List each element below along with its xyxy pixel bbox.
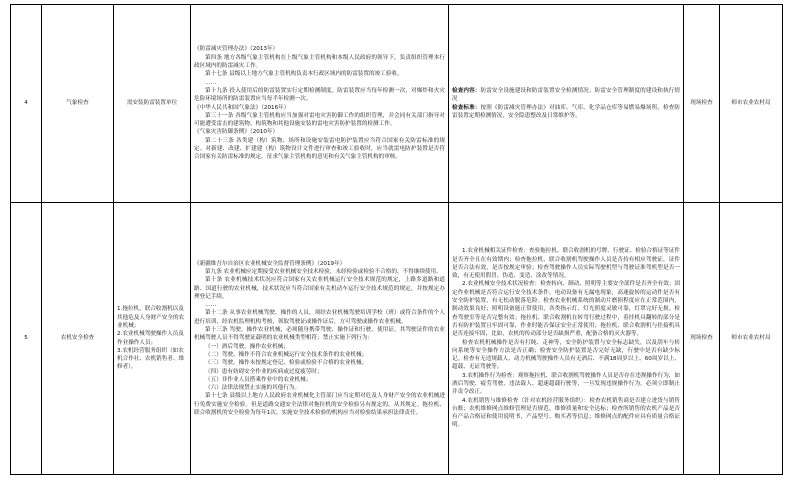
inspection-table	[10, 4, 783, 475]
content-item: 2.农业机械安全技术状况检查：检查转向、制动、照明等主要安全部件是否齐全有效；固定作业机械是否符合运行安全技术条件，电动设备有无漏电现象，高速旋转的运动件是否有安全防护装置，有无松动脱落危险。检查农业机械系统的制动片磨损程度应在正常范围内，制动效果良好；照明设备能正常使用，各类指示灯、灯光照度灵敏可靠，灯罩完好无损。检查驾驶室等是否完整有效；拖拉机、联合收割机在转弯行驶过程中，着挂机具翻转的部分是否有防护装置且牢固可靠，作业时能否保证安全正常使用；拖拉机、联合收割机与挂接机具是否连接牢固，比如，农机的传动部分是否缺损严重，配备合格的灭火器等。	[452, 281, 680, 338]
basis-line: 第十七条 县级以上地方气象主管机构负责本行政区域内的防雷装置的竣工验收。	[205, 71, 403, 78]
basis-line: （三）驾驶、操作未按规定登记、检验或检验不合格的农业机械；	[205, 360, 368, 367]
inspection-object: 需安装防雷装置单位	[114, 5, 191, 203]
content-text: 防雷安全设施建设和防雷装置安全检测情况；防雷安全管理制度的建设和执行情况	[452, 87, 680, 103]
object-item: 1.拖拉机、联合收割机以及其他危及人身财产安全的农业机械；	[117, 306, 185, 329]
basis-line: ……	[205, 302, 217, 309]
content-item: 4.农机销售与维修检查（针对农机经营服务组织）：检查农机销售商是否建立进货与销售台账；农机维修网点维修管理是否规范，维修质量和安全达标；检查所销售的农机产品是否有产品合格证和使用说明书，产品型号、购买者等信息；维修网点的配件应具有质量合格证明。	[452, 397, 680, 429]
basis-line: 《气象灾害防御条例》（2010年）	[194, 129, 279, 136]
inspection-name: 农机安全检查	[42, 203, 114, 475]
basis-line: （四）患有妨碍安全作业的疾病或过度疲劳时；	[205, 368, 323, 375]
basis-line: 《新疆维吾尔自治区农业机械安全监督管理条例》（2019年）	[194, 260, 346, 267]
row-number: 5	[11, 203, 42, 475]
inspection-method: 现场检查	[684, 5, 720, 203]
basis-line: 第十三条 驾驶、操作农业机械，必须随身携带驾驶、操作证和行驶、使用证。其驾驶证件的农业机械驾驶人员不得驾驶证载明的农业机械类型相符；禁止实施下列行为：	[194, 327, 445, 342]
standard-label: 检查标准：	[452, 104, 481, 111]
basis-line: 第十二条 从事农业机械驾驶、操作的人员，须经农业机械驾驶培训学校（班）或符合条件的个人进行培训，经农机监理机构考核，领取驾驶证或操作证后，方可驾驶或操作农业机械。	[194, 310, 445, 325]
basis-line: 《防雷减灾管理办法》（2013年）	[194, 46, 279, 53]
object-item: 2.农业机械驾驶操作人员及作业操作人员；	[117, 331, 184, 346]
basis-line: 第三十一条 各级气象主管机构应当加强对雷电灾害防御工作的组织管理，并会同有关部门指导对可能遭受雷击的建筑物、构筑物和其他设施安装的雷电灾害防护装置的检测工作。	[194, 112, 445, 128]
responsible-org: 师市农业农村局	[720, 203, 783, 475]
content-item: 1.农业机械相关证件检查：查验拖拉机、联合收割机的号牌、行驶证、检验合格证等证件是否齐全且在有效期内；检查拖拉机、联合收割机驾驶操作人员是否持有相应驾驶证，证件是否合法有效，是否按规定审验；检查驾驶操作人员实际驾驶机型与驾驶证准驾机型是否一致，有无使用假冒、伪造、变造、涂改等情况。	[452, 248, 680, 280]
inspection-content	[449, 5, 684, 203]
content-label: 检查内容：	[452, 87, 481, 94]
legal-basis	[191, 203, 449, 475]
table-row	[11, 5, 783, 203]
responsible-org: 师市农业农村局	[720, 5, 783, 203]
basis-line: 第九条 农业机械应定期接受农业机械安全技术检验，未经检验或检验不合格的，不得继续使用。	[205, 268, 442, 275]
inspection-name: 气象检查	[42, 5, 114, 203]
basis-line: 第十七条 县级以上地方人民政府农业机械化主管部门应当定期对危及人身财产安全的农业机械进行免费实施安全检验。但是道路交通安全法律对拖拉机的安全检验另有规定的，从其规定。拖拉机、联合收割机的安全检验为每年1次。实施安全技术检验的机构应当对检验结果承担法律责任。	[194, 393, 445, 417]
content-item: 3.农机操作行为检查：观察拖拉机、联合收割机驾驶操作人员是否存在违规操作行为，如酒后驾驶、疲劳驾驶、违法载人、超速超载行驶等，一旦发现违规操作行为，必须立即制止并责令改正。	[452, 372, 680, 396]
basis-line: （二）驾驶、操作不符合农业机械运行安全技术条件的农业机械；	[205, 351, 368, 358]
basis-line: （五）非作业人员搭乘作业中的农业机械；	[205, 376, 312, 383]
inspection-method: 现场检查	[684, 203, 720, 475]
basis-line: 第二十三条 各类建（构）筑物、场所和设施安装雷电防护装置应当符合国家有关防雷标准的规定。对新建、改建、扩建建（构）筑物设计文件进行审查和竣工验收时，应当就雷电防护装置是否符合国家有关防雷标准的规定，征求气象主管机构的意见和有关气象主管机构的审核。	[194, 137, 445, 161]
row-number: 4	[11, 5, 42, 203]
basis-line: （一）酒后驾驶、操作农业机械；	[205, 343, 289, 350]
standard-text: 按照《防雷减灾管理办法》对油库、气库、化学品仓库等易燃易爆场所，检查防雷装置定期检测情况，安全隐患整改及日常维护等。	[452, 104, 680, 119]
inspection-content	[449, 203, 684, 475]
basis-line: 第十条 农业机械技术状况应符合国家有关农业机械运行安全技术规范的规定，上路多道路和道路、国道行驶的农业机械，技术状况应当符合国家有关机动车运行安全技术规范的规定，并按规定办理登记手续。	[194, 277, 445, 300]
basis-line: （六）法律法规禁止实施的其他行为。	[205, 385, 301, 392]
basis-line: 《中华人民共和国气象法》（2016年）	[194, 104, 290, 111]
basis-line: 第四条 地方各级气象主管机构在上级气象主管机构和本级人民政府的领导下，负责组织管理本行政区域内的防雷减灾工作。	[194, 54, 445, 70]
table-row	[11, 203, 783, 475]
basis-line: ……	[205, 79, 217, 86]
legal-basis	[191, 5, 449, 203]
basis-line: 第十九条 投入使用后的防雷装置实行定期检测制度。防雷装置应当每年检测一次，对爆炸和火灾危险环境场所的防雷装置应当每半年检测一次。	[194, 87, 445, 103]
content-item: 检查农机机械操作是否有打盹、走神等，安全防护装置与安全标志缺失，以及刮车与转向系统等安全操作方法是否正确；检查安全防护装置是否完好无缺，行驶中是否有缺少标记。检查有无违规载人、动力机械驾驶操作人员有无酒后、不满18周岁以上、60周岁以上、超载、无证驾驶等。	[452, 339, 680, 371]
inspection-object	[114, 203, 191, 475]
object-item: 3.农机经营服务组织（如农机合作社、农机销售者、维修者）。	[117, 347, 185, 371]
